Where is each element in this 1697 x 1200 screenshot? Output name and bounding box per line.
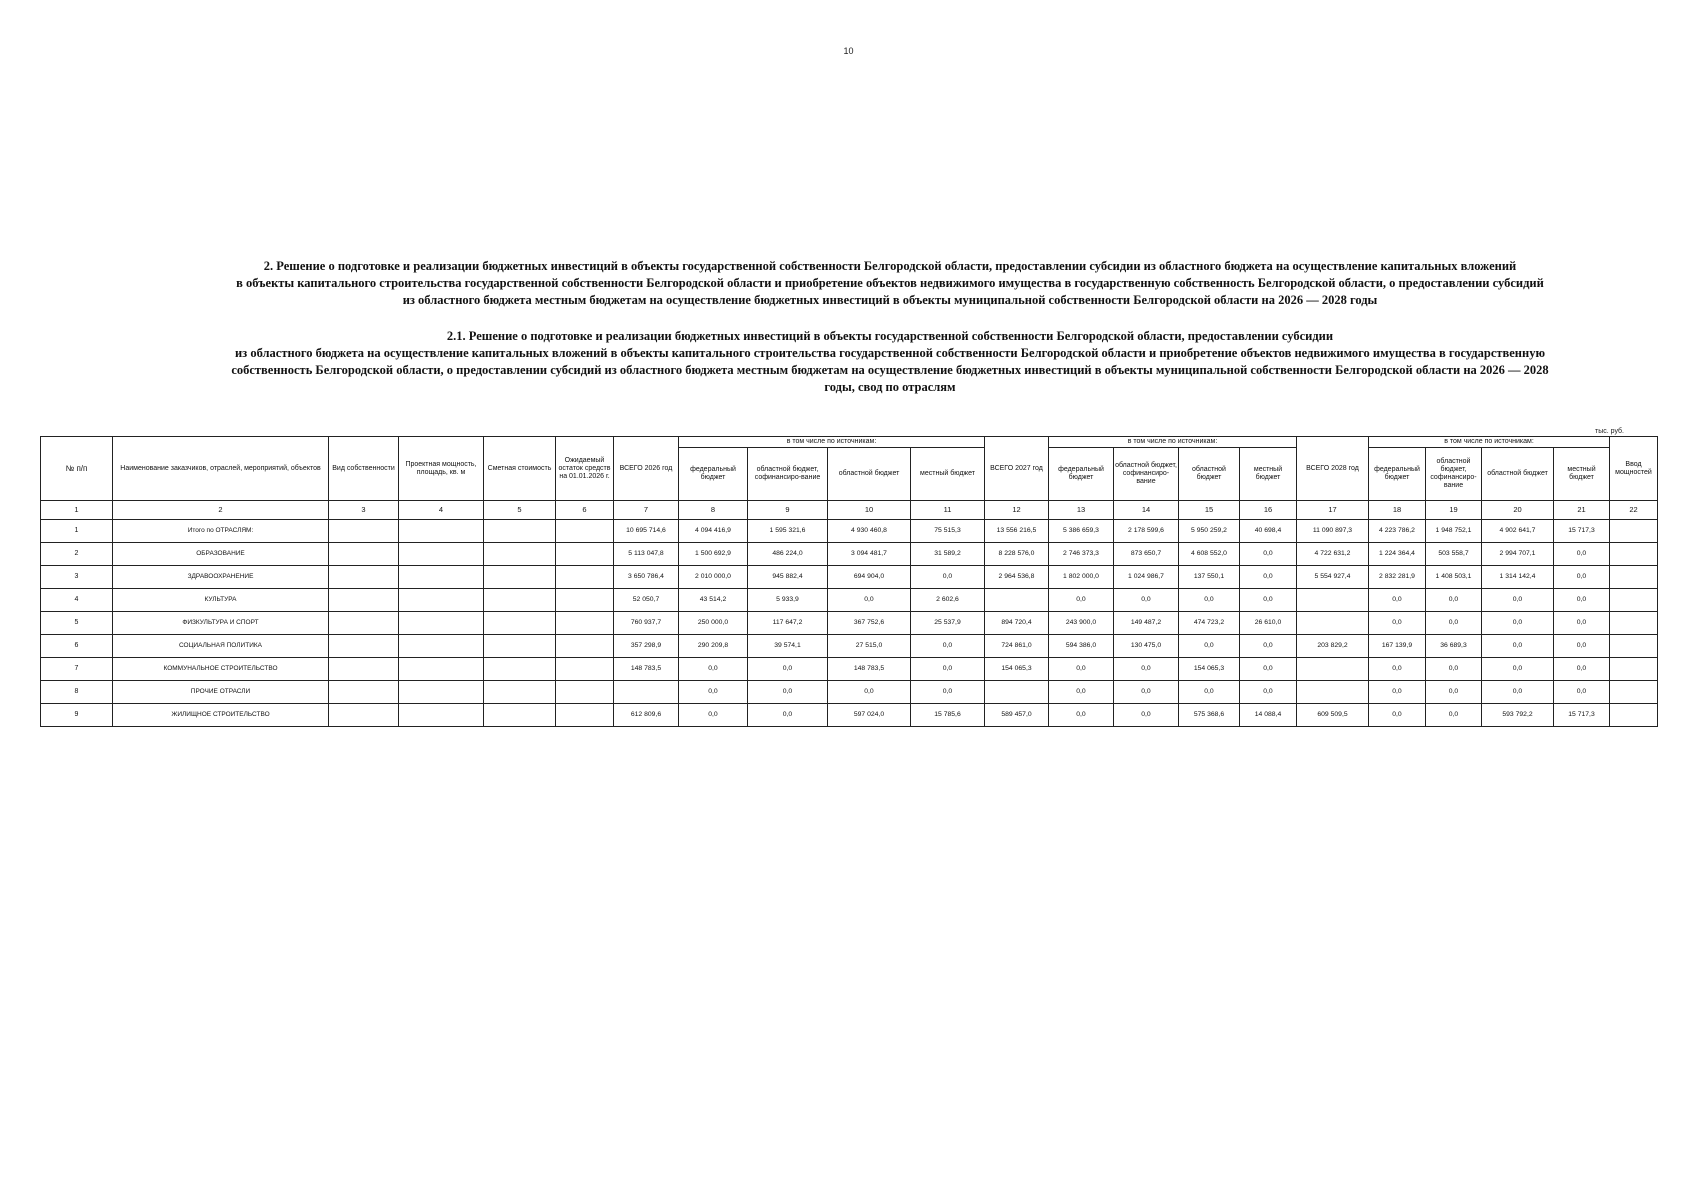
value-cell: 0,0 — [1482, 589, 1554, 612]
value-cell — [484, 566, 556, 589]
table-row — [41, 612, 1658, 635]
value-cell: 0,0 — [1426, 612, 1482, 635]
value-cell: 0,0 — [1114, 681, 1179, 704]
value-cell — [399, 635, 484, 658]
value-cell: 27 515,0 — [828, 635, 911, 658]
header-local: местный бюджет — [1240, 448, 1297, 501]
value-cell — [1610, 704, 1658, 727]
value-cell: 0,0 — [1179, 589, 1240, 612]
value-cell: 2 964 536,8 — [985, 566, 1049, 589]
value-cell: 4 094 416,9 — [679, 520, 748, 543]
value-cell: 575 368,6 — [1179, 704, 1240, 727]
value-cell — [1610, 681, 1658, 704]
column-number: 21 — [1554, 501, 1610, 520]
value-cell: 0,0 — [1554, 543, 1610, 566]
value-cell: 5 950 259,2 — [1179, 520, 1240, 543]
value-cell: 0,0 — [679, 658, 748, 681]
header-sources-2027: в том числе по источникам: — [1049, 437, 1297, 448]
column-number: 17 — [1297, 501, 1369, 520]
sector-name-cell: КУЛЬТУРА — [113, 589, 329, 612]
table-row — [41, 566, 1658, 589]
value-cell: 0,0 — [1426, 658, 1482, 681]
value-cell: 243 900,0 — [1049, 612, 1114, 635]
value-cell — [1297, 658, 1369, 681]
value-cell: 0,0 — [911, 635, 985, 658]
value-cell — [1610, 520, 1658, 543]
header-local: местный бюджет — [911, 448, 985, 501]
row-number-cell: 2 — [41, 543, 113, 566]
value-cell: 5 113 047,8 — [614, 543, 679, 566]
row-number-cell: 7 — [41, 658, 113, 681]
value-cell — [556, 704, 614, 727]
heading-line: в объекты капитального строительства государственной собственности Белгородской области и приобретение объектов недвижимого имущества в государственную собственность Белгородской области, о предоставлении субсидий — [236, 276, 1544, 290]
value-cell: 0,0 — [748, 658, 828, 681]
value-cell — [484, 658, 556, 681]
value-cell: 0,0 — [1482, 612, 1554, 635]
value-cell: 0,0 — [1179, 635, 1240, 658]
value-cell: 597 024,0 — [828, 704, 911, 727]
value-cell: 589 457,0 — [985, 704, 1049, 727]
column-number: 7 — [614, 501, 679, 520]
value-cell: 39 574,1 — [748, 635, 828, 658]
heading-line: годы, свод по отраслям — [824, 380, 956, 394]
value-cell: 612 809,6 — [614, 704, 679, 727]
value-cell: 0,0 — [911, 566, 985, 589]
value-cell: 0,0 — [1369, 681, 1426, 704]
column-number: 4 — [399, 501, 484, 520]
row-number-cell: 8 — [41, 681, 113, 704]
sector-name-cell: ПРОЧИЕ ОТРАСЛИ — [113, 681, 329, 704]
value-cell — [399, 658, 484, 681]
value-cell: 0,0 — [1426, 681, 1482, 704]
header-name: Наименование заказчиков, отраслей, мероприятий, объектов — [113, 437, 329, 501]
value-cell: 0,0 — [1240, 635, 1297, 658]
value-cell: 1 314 142,4 — [1482, 566, 1554, 589]
value-cell: 894 720,4 — [985, 612, 1049, 635]
table-row — [41, 681, 1658, 704]
value-cell: 486 224,0 — [748, 543, 828, 566]
value-cell: 609 509,5 — [1297, 704, 1369, 727]
header-commissioning: Ввод мощностей — [1610, 437, 1658, 501]
value-cell: 2 602,6 — [911, 589, 985, 612]
header-federal: федеральный бюджет — [679, 448, 748, 501]
column-number: 8 — [679, 501, 748, 520]
sector-name-cell: СОЦИАЛЬНАЯ ПОЛИТИКА — [113, 635, 329, 658]
value-cell: 4 722 631,2 — [1297, 543, 1369, 566]
heading-line: собственность Белгородской области, о предоставлении субсидий из областного бюджета местным бюджетам на осуществление бюджетных инвестиций в объекты муниципальной собственности Белгородской области на 2026 — 2028 — [231, 363, 1549, 377]
value-cell: 0,0 — [828, 681, 911, 704]
value-cell: 4 608 552,0 — [1179, 543, 1240, 566]
value-cell: 357 298,9 — [614, 635, 679, 658]
value-cell — [484, 612, 556, 635]
column-number: 22 — [1610, 501, 1658, 520]
value-cell — [556, 658, 614, 681]
value-cell: 31 589,2 — [911, 543, 985, 566]
value-cell: 250 000,0 — [679, 612, 748, 635]
value-cell — [484, 520, 556, 543]
table-row — [41, 635, 1658, 658]
value-cell: 1 500 692,9 — [679, 543, 748, 566]
value-cell — [556, 520, 614, 543]
value-cell — [484, 543, 556, 566]
value-cell — [556, 543, 614, 566]
value-cell: 1 224 364,4 — [1369, 543, 1426, 566]
column-number: 10 — [828, 501, 911, 520]
column-number: 1 — [41, 501, 113, 520]
value-cell: 1 024 986,7 — [1114, 566, 1179, 589]
value-cell: 0,0 — [1482, 658, 1554, 681]
value-cell: 11 090 897,3 — [1297, 520, 1369, 543]
column-number: 18 — [1369, 501, 1426, 520]
value-cell: 130 475,0 — [1114, 635, 1179, 658]
header-estimate: Сметная стоимость — [484, 437, 556, 501]
value-cell: 0,0 — [1049, 704, 1114, 727]
row-number-cell: 1 — [41, 520, 113, 543]
column-number: 11 — [911, 501, 985, 520]
value-cell: 0,0 — [1426, 704, 1482, 727]
header-regional-cofin: областной бюджет, софинансиро-вание — [1426, 448, 1482, 501]
value-cell: 14 088,4 — [1240, 704, 1297, 727]
value-cell: 873 650,7 — [1114, 543, 1179, 566]
value-cell — [1610, 635, 1658, 658]
value-cell: 0,0 — [1482, 681, 1554, 704]
value-cell — [1610, 658, 1658, 681]
value-cell: 0,0 — [1554, 612, 1610, 635]
value-cell — [556, 566, 614, 589]
value-cell: 0,0 — [828, 589, 911, 612]
value-cell — [614, 681, 679, 704]
column-number: 15 — [1179, 501, 1240, 520]
value-cell: 0,0 — [679, 681, 748, 704]
value-cell: 4 223 786,2 — [1369, 520, 1426, 543]
value-cell: 0,0 — [1369, 704, 1426, 727]
value-cell — [556, 589, 614, 612]
value-cell — [399, 589, 484, 612]
header-federal: федеральный бюджет — [1049, 448, 1114, 501]
header-num: № п/п — [41, 437, 113, 501]
value-cell: 474 723,2 — [1179, 612, 1240, 635]
value-cell: 4 902 641,7 — [1482, 520, 1554, 543]
header-regional-cofin: областной бюджет, софинансиро-вание — [1114, 448, 1179, 501]
table-row — [41, 520, 1658, 543]
value-cell: 13 556 216,5 — [985, 520, 1049, 543]
value-cell: 0,0 — [1426, 589, 1482, 612]
value-cell: 0,0 — [911, 681, 985, 704]
header-sources-2026: в том числе по источникам: — [679, 437, 985, 448]
page-number: 10 — [843, 46, 854, 56]
value-cell: 0,0 — [1554, 658, 1610, 681]
column-number: 19 — [1426, 501, 1482, 520]
value-cell: 10 695 714,6 — [614, 520, 679, 543]
value-cell: 25 537,9 — [911, 612, 985, 635]
value-cell: 2 994 707,1 — [1482, 543, 1554, 566]
value-cell — [1610, 612, 1658, 635]
value-cell — [399, 543, 484, 566]
value-cell — [1610, 589, 1658, 612]
value-cell: 75 515,3 — [911, 520, 985, 543]
value-cell: 2 746 373,3 — [1049, 543, 1114, 566]
value-cell — [329, 658, 399, 681]
value-cell: 148 783,5 — [614, 658, 679, 681]
header-federal: федеральный бюджет — [1369, 448, 1426, 501]
value-cell: 5 386 659,3 — [1049, 520, 1114, 543]
value-cell: 0,0 — [1240, 566, 1297, 589]
value-cell — [556, 635, 614, 658]
value-cell: 2 178 599,6 — [1114, 520, 1179, 543]
value-cell: 0,0 — [1240, 658, 1297, 681]
value-cell: 694 904,0 — [828, 566, 911, 589]
row-number-cell: 6 — [41, 635, 113, 658]
value-cell: 203 829,2 — [1297, 635, 1369, 658]
value-cell — [484, 704, 556, 727]
value-cell: 0,0 — [1554, 589, 1610, 612]
value-cell: 0,0 — [1114, 658, 1179, 681]
value-cell: 117 647,2 — [748, 612, 828, 635]
budget-table — [40, 436, 1658, 727]
value-cell — [329, 704, 399, 727]
row-number-cell: 5 — [41, 612, 113, 635]
value-cell: 0,0 — [1369, 589, 1426, 612]
value-cell: 0,0 — [1114, 704, 1179, 727]
value-cell — [985, 681, 1049, 704]
value-cell — [484, 589, 556, 612]
sector-name-cell: ЗДРАВООХРАНЕНИЕ — [113, 566, 329, 589]
sector-name-cell: ФИЗКУЛЬТУРА И СПОРТ — [113, 612, 329, 635]
value-cell — [399, 566, 484, 589]
value-cell: 0,0 — [679, 704, 748, 727]
value-cell — [556, 612, 614, 635]
value-cell — [556, 681, 614, 704]
value-cell: 0,0 — [1369, 612, 1426, 635]
value-cell: 167 139,9 — [1369, 635, 1426, 658]
sector-name-cell: Итого по ОТРАСЛЯМ: — [113, 520, 329, 543]
column-number: 14 — [1114, 501, 1179, 520]
value-cell — [1610, 543, 1658, 566]
value-cell — [399, 612, 484, 635]
heading-line: из областного бюджета на осуществление капитальных вложений в объекты капитального строительства государственной собственности Белгородской области и приобретение объектов недвижимого имущества в государственную — [234, 346, 1546, 360]
value-cell: 503 558,7 — [1426, 543, 1482, 566]
value-cell: 52 050,7 — [614, 589, 679, 612]
heading-line: 2.1. Решение о подготовке и реализации бюджетных инвестиций в объекты государственной собственности Белгородской области, предоставлении субсидии — [446, 329, 1334, 343]
column-number: 13 — [1049, 501, 1114, 520]
value-cell — [329, 612, 399, 635]
column-number-row — [41, 501, 1658, 520]
row-number-cell: 3 — [41, 566, 113, 589]
heading-line: 2. Решение о подготовке и реализации бюджетных инвестиций в объекты государственной собственности Белгородской области, предоставлении субсидии из областного бюджета на осуществление капитальных вложений — [263, 259, 1517, 273]
value-cell — [484, 681, 556, 704]
heading-line: из областного бюджета местным бюджетам на осуществление бюджетных инвестиций в объекты муниципальной собственности Белгородской области на 2026 — 2028 годы — [402, 293, 1378, 307]
value-cell: 148 783,5 — [828, 658, 911, 681]
header-total-2027: ВСЕГО 2027 год — [985, 437, 1049, 501]
table-row — [41, 658, 1658, 681]
value-cell: 2 832 281,9 — [1369, 566, 1426, 589]
value-cell — [329, 635, 399, 658]
value-cell — [399, 681, 484, 704]
value-cell — [1297, 681, 1369, 704]
value-cell: 8 228 576,0 — [985, 543, 1049, 566]
value-cell: 0,0 — [1554, 566, 1610, 589]
value-cell: 26 610,0 — [1240, 612, 1297, 635]
value-cell: 15 717,3 — [1554, 704, 1610, 727]
value-cell — [329, 681, 399, 704]
value-cell — [329, 566, 399, 589]
value-cell: 0,0 — [911, 658, 985, 681]
value-cell: 0,0 — [1049, 681, 1114, 704]
value-cell: 15 717,3 — [1554, 520, 1610, 543]
value-cell: 154 065,3 — [985, 658, 1049, 681]
column-number: 2 — [113, 501, 329, 520]
value-cell: 137 550,1 — [1179, 566, 1240, 589]
value-cell: 0,0 — [1482, 635, 1554, 658]
table-row — [41, 543, 1658, 566]
value-cell: 0,0 — [1369, 658, 1426, 681]
header-regional: областной бюджет — [1179, 448, 1240, 501]
value-cell — [1610, 566, 1658, 589]
header-remainder: Ожидаемый остаток средств на 01.01.2026 г. — [556, 437, 614, 501]
value-cell: 760 937,7 — [614, 612, 679, 635]
value-cell: 5 554 927,4 — [1297, 566, 1369, 589]
column-number: 5 — [484, 501, 556, 520]
value-cell: 3 650 786,4 — [614, 566, 679, 589]
value-cell: 724 861,0 — [985, 635, 1049, 658]
value-cell: 0,0 — [1554, 635, 1610, 658]
value-cell: 149 487,2 — [1114, 612, 1179, 635]
value-cell: 0,0 — [1049, 658, 1114, 681]
value-cell: 0,0 — [1240, 543, 1297, 566]
value-cell: 0,0 — [1179, 681, 1240, 704]
value-cell: 1 948 752,1 — [1426, 520, 1482, 543]
value-cell — [985, 589, 1049, 612]
subsection-heading — [120, 328, 1660, 396]
value-cell — [1297, 612, 1369, 635]
value-cell — [484, 635, 556, 658]
value-cell: 0,0 — [1240, 589, 1297, 612]
sector-name-cell: ОБРАЗОВАНИЕ — [113, 543, 329, 566]
value-cell: 0,0 — [1554, 681, 1610, 704]
header-capacity: Проектная мощность, площадь, кв. м — [399, 437, 484, 501]
column-number: 16 — [1240, 501, 1297, 520]
table-row — [41, 704, 1658, 727]
value-cell — [399, 520, 484, 543]
value-cell: 43 514,2 — [679, 589, 748, 612]
value-cell — [329, 520, 399, 543]
header-ownership: Вид собственности — [329, 437, 399, 501]
value-cell: 4 930 460,8 — [828, 520, 911, 543]
value-cell — [329, 543, 399, 566]
value-cell: 5 933,9 — [748, 589, 828, 612]
column-number: 3 — [329, 501, 399, 520]
value-cell: 0,0 — [748, 681, 828, 704]
sector-name-cell: ЖИЛИЩНОЕ СТРОИТЕЛЬСТВО — [113, 704, 329, 727]
column-number: 6 — [556, 501, 614, 520]
value-cell: 0,0 — [748, 704, 828, 727]
value-cell: 1 595 321,6 — [748, 520, 828, 543]
value-cell: 594 386,0 — [1049, 635, 1114, 658]
sector-name-cell: КОММУНАЛЬНОЕ СТРОИТЕЛЬСТВО — [113, 658, 329, 681]
value-cell: 0,0 — [1240, 681, 1297, 704]
value-cell: 290 209,8 — [679, 635, 748, 658]
value-cell: 36 689,3 — [1426, 635, 1482, 658]
value-cell: 1 802 000,0 — [1049, 566, 1114, 589]
header-regional: областной бюджет — [1482, 448, 1554, 501]
value-cell: 367 752,6 — [828, 612, 911, 635]
value-cell: 593 792,2 — [1482, 704, 1554, 727]
value-cell — [1297, 589, 1369, 612]
value-cell: 3 094 481,7 — [828, 543, 911, 566]
value-cell: 40 698,4 — [1240, 520, 1297, 543]
header-local: местный бюджет — [1554, 448, 1610, 501]
column-number: 9 — [748, 501, 828, 520]
units-label: тыс. руб. — [1595, 428, 1624, 435]
value-cell: 2 010 000,0 — [679, 566, 748, 589]
header-regional-cofin: областной бюджет, софинансиро-вание — [748, 448, 828, 501]
table-row — [41, 589, 1658, 612]
value-cell: 945 882,4 — [748, 566, 828, 589]
header-total-2028: ВСЕГО 2028 год — [1297, 437, 1369, 501]
value-cell — [399, 704, 484, 727]
column-number: 12 — [985, 501, 1049, 520]
value-cell: 154 065,3 — [1179, 658, 1240, 681]
column-number: 20 — [1482, 501, 1554, 520]
value-cell: 1 408 503,1 — [1426, 566, 1482, 589]
row-number-cell: 9 — [41, 704, 113, 727]
value-cell: 0,0 — [1114, 589, 1179, 612]
row-number-cell: 4 — [41, 589, 113, 612]
header-sources-2028: в том числе по источникам: — [1369, 437, 1610, 448]
header-regional: областной бюджет — [828, 448, 911, 501]
section-heading — [120, 258, 1660, 309]
header-total-2026: ВСЕГО 2026 год — [614, 437, 679, 501]
value-cell — [329, 589, 399, 612]
value-cell: 0,0 — [1049, 589, 1114, 612]
value-cell: 15 785,6 — [911, 704, 985, 727]
